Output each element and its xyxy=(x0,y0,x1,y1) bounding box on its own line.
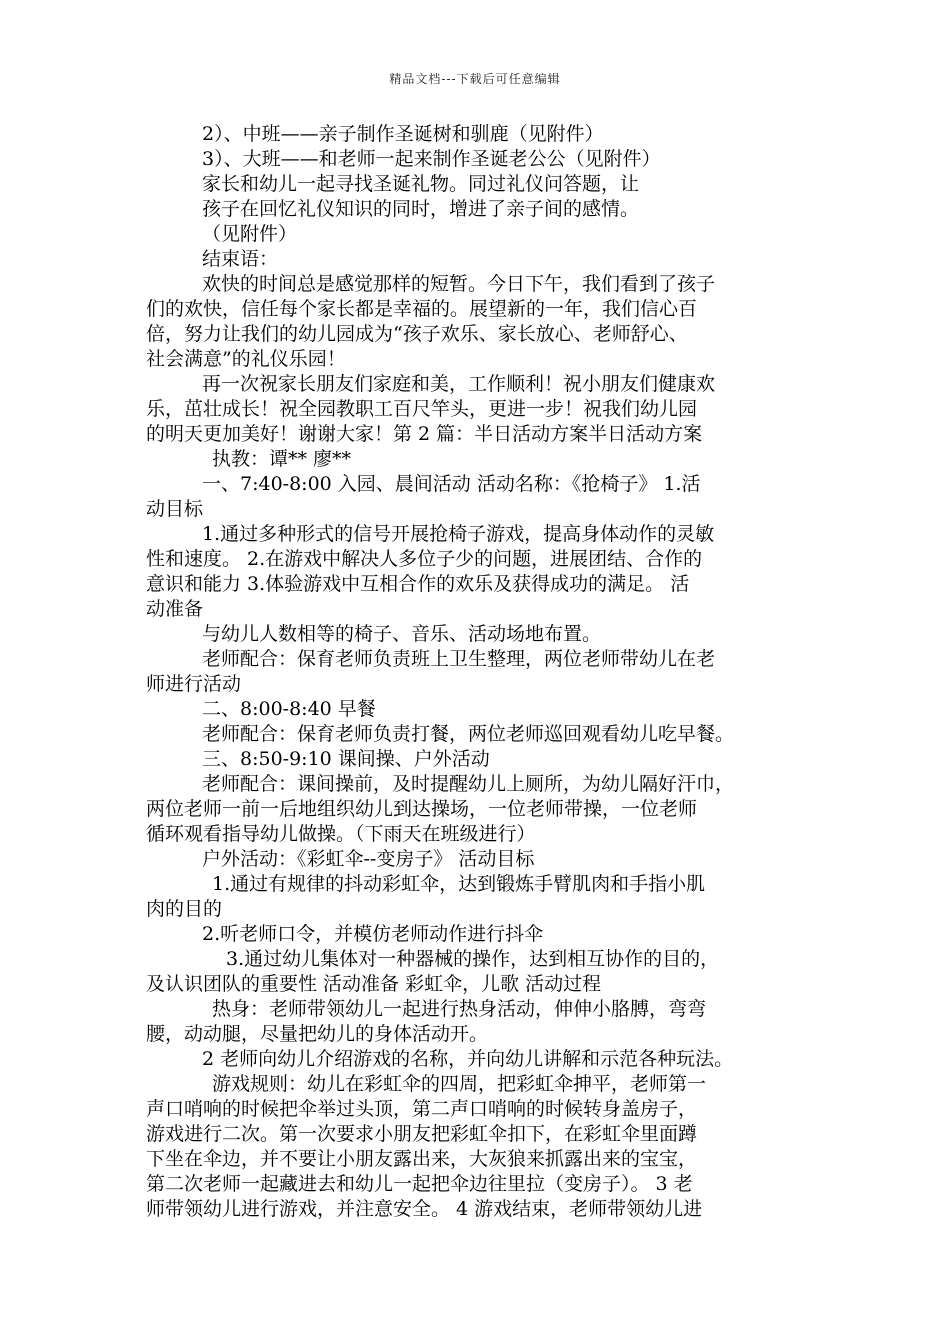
text-line: 动目标 xyxy=(146,498,204,520)
text-line: 声口哨响的时候把伞举过头顶，第二声口哨响的时候转身盖房子， xyxy=(146,1098,698,1120)
text-line: 第二次老师一起藏进去和幼儿一起把伞边往里拉（变房子）。 3 老 xyxy=(146,1173,693,1195)
text-line: 2 老师向幼儿介绍游戏的名称，并向幼儿讲解和示范各种玩法。 xyxy=(202,1048,734,1070)
text-line: 及认识团队的重要性 活动准备 彩虹伞，儿歌 活动过程 xyxy=(146,973,602,995)
text-line: 的明天更加美好！谢谢大家！第 2 篇：半日活动方案半日活动方案 xyxy=(146,423,703,445)
text-line: 2）、中班——亲子制作圣诞树和驯鹿（见附件） xyxy=(202,123,604,145)
text-line: 1.通过多种形式的信号开展抢椅子游戏，提高身体动作的灵敏 xyxy=(202,523,715,545)
text-line: 老师配合：保育老师负责打餐，两位老师巡回观看幼儿吃早餐。 xyxy=(202,723,735,745)
text-line: 执教：谭** 廖** xyxy=(212,448,352,470)
text-line: 倍，努力让我们的幼儿园成为“孩子欢乐、家长放心、老师舒心、 xyxy=(146,323,688,345)
text-line: 动准备 xyxy=(146,598,204,620)
text-line: 游戏进行二次。第一次要求小朋友把彩虹伞扣下，在彩虹伞里面蹲 xyxy=(146,1123,698,1145)
text-line: 热身：老师带领幼儿一起进行热身活动，伸伸小胳膊，弯弯 xyxy=(212,998,707,1020)
text-line: 师进行活动 xyxy=(146,673,242,695)
text-line: 户外活动：《彩虹伞--变房子》 活动目标 xyxy=(202,848,535,870)
text-line: 欢快的时间总是感觉那样的短暂。今日下午，我们看到了孩子 xyxy=(202,273,716,295)
text-line: 老师配合：保育老师负责班上卫生整理，两位老师带幼儿在老 xyxy=(202,648,716,670)
text-line: 3）、大班——和老师一起来制作圣诞老公公（见附件） xyxy=(202,148,661,170)
text-line: 肉的目的 xyxy=(146,898,223,920)
text-line: 两位老师一前一后地组织幼儿到达操场，一位老师带操，一位老师 xyxy=(146,798,698,820)
text-line: 们的欢快，信任每个家长都是幸福的。展望新的一年，我们信心百 xyxy=(146,298,698,320)
text-line: 结束语： xyxy=(202,248,279,270)
text-line: 游戏规则：幼儿在彩虹伞的四周，把彩虹伞抻平，老师第一 xyxy=(212,1073,707,1095)
text-line: 与幼儿人数相等的椅子、音乐、活动场地布置。 xyxy=(202,623,602,645)
text-line: （见附件） xyxy=(202,223,298,245)
text-line: 二、8:00-8:40 早餐 xyxy=(202,698,376,720)
text-line: 孩子在回忆礼仪知识的同时，增进了亲子间的感情。 xyxy=(202,198,640,220)
text-line: 师带领幼儿进行游戏，并注意安全。 4 游戏结束，老师带领幼儿进 xyxy=(146,1198,703,1220)
text-line: 意识和能力 3.体验游戏中互相合作的欢乐及获得成功的满足。 活 xyxy=(146,573,690,595)
text-line: 老师配合：课间操前，及时提醒幼儿上厕所，为幼儿隔好汗巾， xyxy=(202,773,735,795)
page-header: 精品文档---下载后可任意编辑 xyxy=(389,72,561,86)
text-line: 1.通过有规律的抖动彩虹伞，达到锻炼手臂肌肉和手指小肌 xyxy=(212,873,706,895)
text-line: 家长和幼儿一起寻找圣诞礼物。同过礼仪问答题，让 xyxy=(202,173,640,195)
text-line: 循环观看指导幼儿做操。（下雨天在班级进行） xyxy=(146,823,536,845)
text-line: 再一次祝家长朋友们家庭和美，工作顺利！祝小朋友们健康欢 xyxy=(202,373,716,395)
text-line: 2.听老师口令，并模仿老师动作进行抖伞 xyxy=(202,923,544,945)
text-line: 一、7:40-8:00 入园、晨间活动 活动名称：《抢椅子》 1.活 xyxy=(202,473,701,495)
text-line: 腰，动动腿，尽量把幼儿的身体活动开。 xyxy=(146,1023,489,1045)
text-line: 社会满意”的礼仪乐园！ xyxy=(146,348,346,370)
text-line: 乐，茁壮成长！祝全园教职工百尺竿头，更进一步！祝我们幼儿园 xyxy=(146,398,698,420)
text-line: 3.通过幼儿集体对一种器械的操作，达到相互协作的目的， xyxy=(226,948,720,970)
text-line: 三、8:50-9:10 课间操、户外活动 xyxy=(202,748,490,770)
text-line: 下坐在伞边，并不要让小朋友露出来，大灰狼来抓露出来的宝宝， xyxy=(146,1148,698,1170)
document-body xyxy=(146,122,816,1222)
text-line: 性和速度。 2.在游戏中解决人多位子少的问题，进展团结、合作的 xyxy=(146,548,703,570)
